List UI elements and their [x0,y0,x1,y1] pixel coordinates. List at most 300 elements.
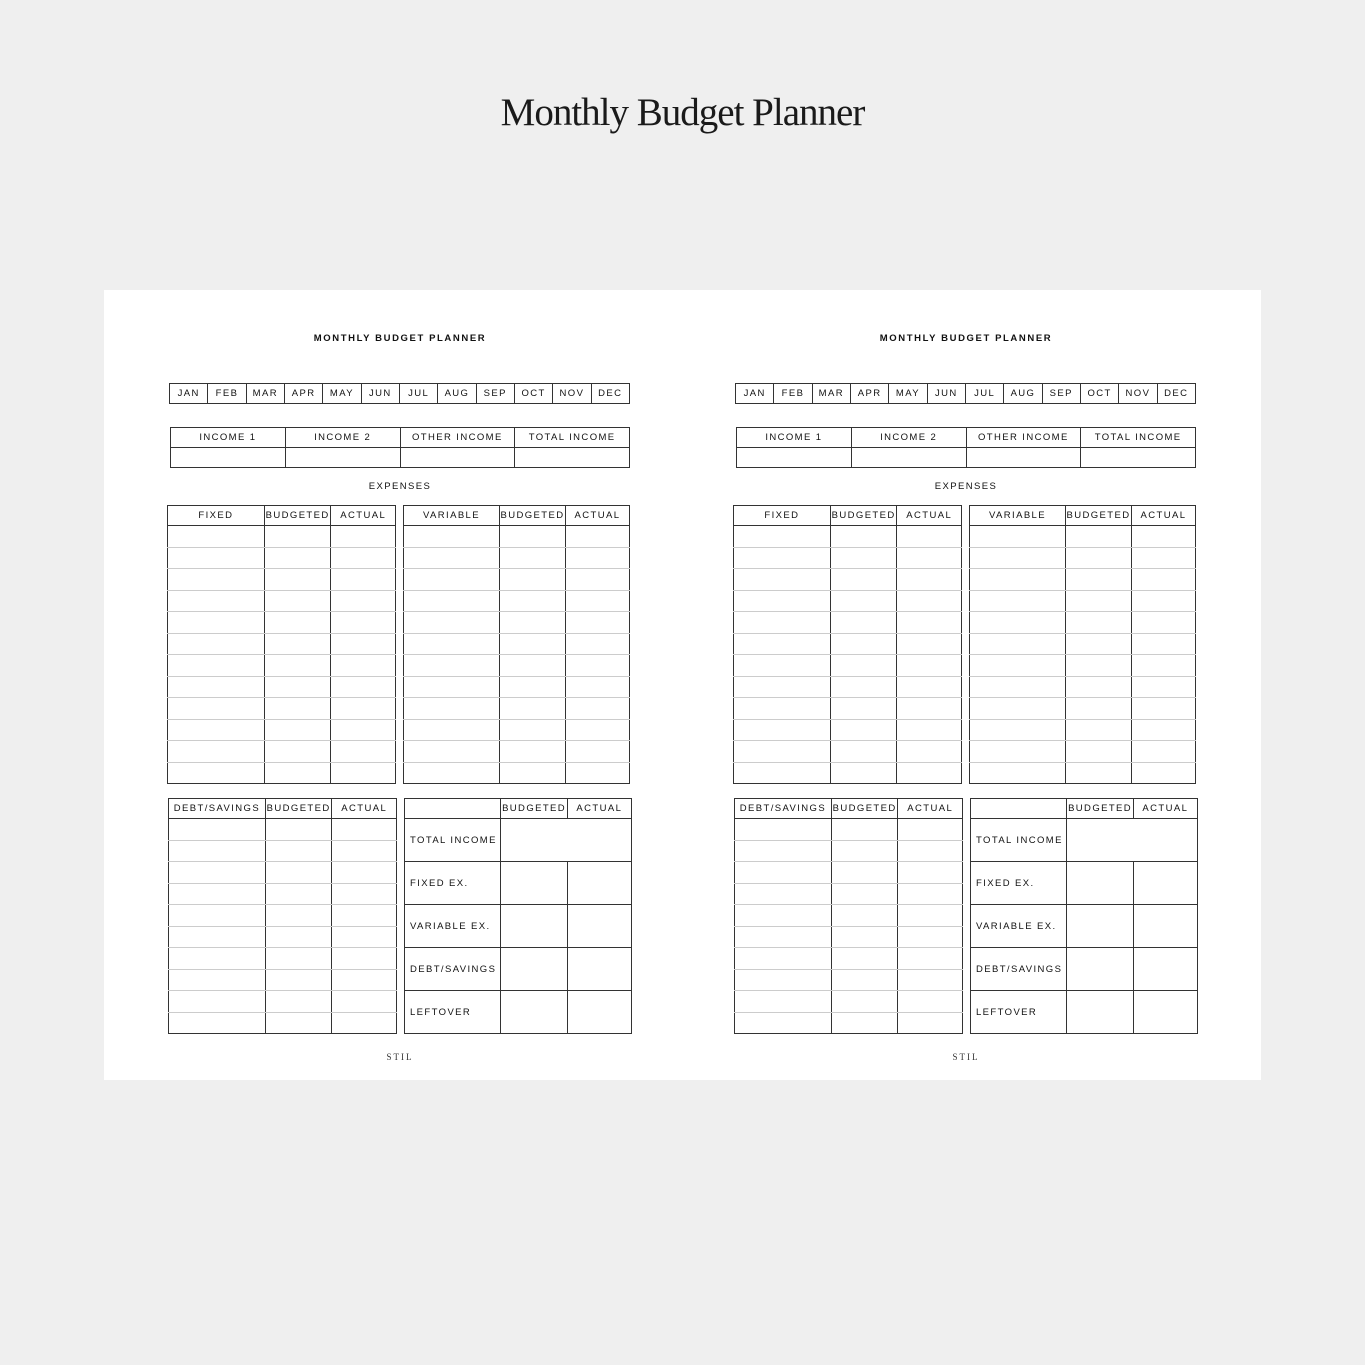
summary-row-label: FIXED EX. [971,862,1067,905]
income-value-cell[interactable] [966,448,1081,468]
fixed-expenses-table-cell[interactable] [264,676,331,698]
fixed-expenses-table-cell[interactable] [830,719,897,741]
summary-value-cell[interactable] [501,819,632,862]
variable-expenses-table-cell[interactable] [970,569,1066,591]
variable-expenses-table-cell[interactable] [404,526,500,548]
brand-logo: STIL [952,1052,980,1062]
summary-value-cell[interactable] [501,905,567,948]
fixed-expenses-table-cell[interactable] [734,719,831,741]
variable-expenses-table-cell[interactable] [1066,762,1132,784]
variable-expenses-table-cell[interactable] [970,719,1066,741]
fixed-expenses-table-cell[interactable] [264,612,331,634]
fixed-expenses-table-cell[interactable] [331,526,396,548]
income-header: INCOME 1 [171,428,286,448]
variable-expenses-table-cell[interactable] [1132,526,1196,548]
fixed-expenses-table-cell[interactable] [897,526,962,548]
fixed-expenses-table-cell[interactable] [264,741,331,763]
month-cell[interactable]: MAY [323,384,361,404]
summary-row-label: DEBT/SAVINGS [405,948,501,991]
month-cell[interactable]: APR [850,384,888,404]
income-header: INCOME 2 [285,428,400,448]
fixed-expenses-table-cell[interactable] [168,719,265,741]
variable-expenses-table-cell[interactable] [970,547,1066,569]
month-cell[interactable]: MAR [812,384,850,404]
variable-expenses-table-cell[interactable] [1066,698,1132,720]
debt-savings-table-cell[interactable] [898,991,963,1013]
fixed-expenses-table-cell[interactable] [168,698,265,720]
fixed-expenses-table-cell[interactable] [734,676,831,698]
fixed-expenses-table-cell[interactable] [264,526,331,548]
summary-table [970,798,1198,1034]
summary-value-cell[interactable] [567,905,631,948]
debt-savings-table-cell[interactable] [332,883,397,905]
summary-header [405,799,501,819]
fixed-expenses-table-cell[interactable] [168,526,265,548]
income-value-cell[interactable] [851,448,966,468]
fixed-expenses-table-cell[interactable] [897,698,962,720]
variable-expenses-table-cell[interactable] [500,526,566,548]
variable-expenses-table-cell[interactable] [1132,612,1196,634]
variable-expenses-table-cell[interactable] [970,676,1066,698]
debt-savings-table-cell[interactable] [265,991,332,1013]
debt-savings-table-cell[interactable] [898,905,963,927]
fixed-expenses-table-cell[interactable] [830,612,897,634]
variable-expenses-table-cell[interactable] [404,676,500,698]
debt-savings-table-cell[interactable] [169,862,266,884]
month-cell[interactable]: FEB [774,384,812,404]
debt-savings-table-cell[interactable] [332,840,397,862]
variable-expenses-table-cell[interactable] [1066,590,1132,612]
variable-expenses-table-cell[interactable] [566,762,630,784]
variable-expenses-table-cell[interactable] [566,741,630,763]
fixed-expenses-table-cell[interactable] [168,612,265,634]
fixed-expenses-table-cell[interactable] [331,676,396,698]
debt-savings-table-cell[interactable] [735,969,832,991]
debt-savings-table-header: ACTUAL [898,799,963,819]
variable-expenses-table-cell[interactable] [970,655,1066,677]
debt-savings-table [168,798,397,1034]
debt-savings-table-cell[interactable] [332,948,397,970]
income-header: OTHER INCOME [966,428,1081,448]
debt-savings-table-cell[interactable] [898,926,963,948]
variable-expenses-table-cell[interactable] [566,612,630,634]
variable-expenses-table-cell[interactable] [566,633,630,655]
variable-expenses-table-header: BUDGETED [500,506,566,526]
fixed-expenses-table-cell[interactable] [734,633,831,655]
summary-row-label: LEFTOVER [405,991,501,1034]
fixed-expenses-table-cell[interactable] [264,569,331,591]
fixed-expenses-table-cell[interactable] [264,698,331,720]
month-cell[interactable]: AUG [438,384,476,404]
debt-savings-table-header: ACTUAL [332,799,397,819]
income-table [736,427,1196,468]
debt-savings-table-cell[interactable] [898,840,963,862]
variable-expenses-table-header: VARIABLE [404,506,500,526]
variable-expenses-table-cell[interactable] [1132,719,1196,741]
variable-expenses-table-cell[interactable] [1066,676,1132,698]
variable-expenses-table-cell[interactable] [1066,612,1132,634]
summary-row-label: VARIABLE EX. [971,905,1067,948]
fixed-expenses-table-header: FIXED [168,506,265,526]
fixed-expenses-table-cell[interactable] [331,741,396,763]
month-cell[interactable]: DEC [591,384,629,404]
summary-value-cell[interactable] [1067,948,1133,991]
fixed-expenses-table-cell[interactable] [734,698,831,720]
debt-savings-table-cell[interactable] [265,948,332,970]
planner-title: MONTHLY BUDGET PLANNER [879,333,1053,344]
fixed-expenses-table-cell[interactable] [168,590,265,612]
variable-expenses-table-cell[interactable] [566,526,630,548]
debt-savings-table-cell[interactable] [831,819,898,841]
variable-expenses-table-cell[interactable] [566,547,630,569]
debt-savings-table-cell[interactable] [332,862,397,884]
month-cell[interactable]: OCT [1080,384,1118,404]
variable-expenses-table-cell[interactable] [970,762,1066,784]
debt-savings-table-cell[interactable] [898,883,963,905]
variable-expenses-table-cell[interactable] [970,633,1066,655]
variable-expenses-table-cell[interactable] [1132,741,1196,763]
summary-table [404,798,632,1034]
fixed-expenses-table-cell[interactable] [897,676,962,698]
expenses-label: EXPENSES [934,481,998,492]
month-cell[interactable]: DEC [1157,384,1195,404]
summary-value-cell[interactable] [1067,905,1133,948]
debt-savings-table-cell[interactable] [735,1012,832,1034]
variable-expenses-table-cell[interactable] [500,698,566,720]
debt-savings-table-cell[interactable] [898,1012,963,1034]
debt-savings-table-cell[interactable] [265,883,332,905]
debt-savings-table-cell[interactable] [831,969,898,991]
debt-savings-table-header: BUDGETED [831,799,898,819]
summary-value-cell[interactable] [1133,991,1197,1034]
fixed-expenses-table-cell[interactable] [830,547,897,569]
variable-expenses-table-cell[interactable] [566,655,630,677]
fixed-expenses-table-cell[interactable] [830,655,897,677]
variable-expenses-table-cell[interactable] [1066,655,1132,677]
debt-savings-table-cell[interactable] [332,819,397,841]
fixed-expenses-table-cell[interactable] [830,633,897,655]
fixed-expenses-table-cell[interactable] [331,547,396,569]
debt-savings-table-cell[interactable] [169,926,266,948]
debt-savings-table-cell[interactable] [169,819,266,841]
month-cell[interactable]: OCT [514,384,552,404]
summary-value-cell[interactable] [567,948,631,991]
fixed-expenses-table-cell[interactable] [264,762,331,784]
variable-expenses-table [403,505,630,784]
variable-expenses-table-cell[interactable] [404,762,500,784]
fixed-expenses-table-cell[interactable] [168,655,265,677]
variable-expenses-table-cell[interactable] [970,741,1066,763]
summary-value-cell[interactable] [567,862,631,905]
debt-savings-table-cell[interactable] [265,969,332,991]
fixed-expenses-table-cell[interactable] [830,676,897,698]
variable-expenses-table-cell[interactable] [500,719,566,741]
debt-savings-table-cell[interactable] [735,991,832,1013]
month-cell[interactable]: APR [284,384,322,404]
month-cell[interactable]: JAN [170,384,208,404]
fixed-expenses-table-cell[interactable] [264,633,331,655]
variable-expenses-table-cell[interactable] [500,590,566,612]
fixed-expenses-table-cell[interactable] [264,590,331,612]
fixed-expenses-table-header: BUDGETED [830,506,897,526]
debt-savings-table-cell[interactable] [332,991,397,1013]
fixed-expenses-table-cell[interactable] [734,590,831,612]
variable-expenses-table-cell[interactable] [1132,762,1196,784]
debt-savings-table-cell[interactable] [831,1012,898,1034]
fixed-expenses-table-cell[interactable] [734,655,831,677]
fixed-expenses-table-cell[interactable] [168,547,265,569]
fixed-expenses-table-header: ACTUAL [331,506,396,526]
debt-savings-table-cell[interactable] [332,1012,397,1034]
fixed-expenses-table-cell[interactable] [734,526,831,548]
summary-value-cell[interactable] [1133,905,1197,948]
fixed-expenses-table-cell[interactable] [830,569,897,591]
debt-savings-table-cell[interactable] [332,926,397,948]
summary-value-cell[interactable] [501,862,567,905]
fixed-expenses-table [167,505,396,784]
fixed-expenses-table-cell[interactable] [897,590,962,612]
variable-expenses-table-cell[interactable] [1066,741,1132,763]
debt-savings-table-cell[interactable] [735,862,832,884]
fixed-expenses-table-cell[interactable] [331,719,396,741]
fixed-expenses-table-cell[interactable] [331,612,396,634]
variable-expenses-table-cell[interactable] [970,526,1066,548]
variable-expenses-table-cell[interactable] [500,655,566,677]
variable-expenses-table-cell[interactable] [404,741,500,763]
summary-value-cell[interactable] [567,991,631,1034]
fixed-expenses-table-cell[interactable] [168,676,265,698]
debt-savings-table-cell[interactable] [265,926,332,948]
fixed-expenses-table-cell[interactable] [331,590,396,612]
debt-savings-table-cell[interactable] [169,883,266,905]
debt-savings-table-cell[interactable] [735,819,832,841]
debt-savings-table-cell[interactable] [169,991,266,1013]
summary-value-cell[interactable] [1133,948,1197,991]
fixed-expenses-table-cell[interactable] [264,719,331,741]
brand-logo: STIL [386,1052,414,1062]
debt-savings-table-cell[interactable] [831,991,898,1013]
fixed-expenses-table-cell[interactable] [830,698,897,720]
fixed-expenses-table-cell[interactable] [830,762,897,784]
month-cell[interactable]: NOV [1119,384,1157,404]
variable-expenses-table-cell[interactable] [404,633,500,655]
variable-expenses-table-cell[interactable] [404,547,500,569]
month-cell[interactable]: FEB [208,384,246,404]
income-header: OTHER INCOME [400,428,515,448]
expenses-label: EXPENSES [368,481,432,492]
fixed-expenses-table-cell[interactable] [168,762,265,784]
variable-expenses-table-cell[interactable] [404,719,500,741]
variable-expenses-table-cell[interactable] [404,590,500,612]
variable-expenses-table-cell[interactable] [566,719,630,741]
fixed-expenses-table-cell[interactable] [897,655,962,677]
month-cell[interactable]: JUL [399,384,437,404]
summary-value-cell[interactable] [501,991,567,1034]
fixed-expenses-table-cell[interactable] [264,547,331,569]
fixed-expenses-table-cell[interactable] [331,569,396,591]
variable-expenses-table-cell[interactable] [404,612,500,634]
fixed-expenses-table-cell[interactable] [331,762,396,784]
summary-value-cell[interactable] [501,948,567,991]
month-cell[interactable]: JUL [965,384,1003,404]
planner-title: MONTHLY BUDGET PLANNER [313,333,487,344]
month-cell[interactable]: AUG [1004,384,1042,404]
fixed-expenses-table-cell[interactable] [734,741,831,763]
month-cell[interactable]: SEP [1042,384,1080,404]
variable-expenses-table-cell[interactable] [404,569,500,591]
income-table [170,427,630,468]
variable-expenses-table-cell[interactable] [1132,655,1196,677]
debt-savings-table-header: DEBT/SAVINGS [735,799,832,819]
variable-expenses-table-cell[interactable] [1132,633,1196,655]
variable-expenses-table-cell[interactable] [500,762,566,784]
debt-savings-table-cell[interactable] [831,948,898,970]
variable-expenses-table-cell[interactable] [500,633,566,655]
variable-expenses-table-header: BUDGETED [1066,506,1132,526]
summary-value-cell[interactable] [1067,819,1198,862]
summary-row-label: FIXED EX. [405,862,501,905]
debt-savings-table-cell[interactable] [332,905,397,927]
fixed-expenses-table-header: BUDGETED [264,506,331,526]
debt-savings-table-cell[interactable] [169,948,266,970]
fixed-expenses-table-cell[interactable] [897,762,962,784]
fixed-expenses-table-cell[interactable] [897,633,962,655]
variable-expenses-table-cell[interactable] [566,676,630,698]
variable-expenses-table-cell[interactable] [1066,526,1132,548]
variable-expenses-table-cell[interactable] [1066,569,1132,591]
fixed-expenses-table-cell[interactable] [734,762,831,784]
debt-savings-table-cell[interactable] [735,840,832,862]
income-value-cell[interactable] [400,448,515,468]
fixed-expenses-table-cell[interactable] [897,719,962,741]
fixed-expenses-table-cell[interactable] [331,633,396,655]
fixed-expenses-table-cell[interactable] [331,698,396,720]
income-value-cell[interactable] [1081,448,1196,468]
debt-savings-table-cell[interactable] [735,905,832,927]
month-cell[interactable]: NOV [553,384,591,404]
debt-savings-table-cell[interactable] [332,969,397,991]
fixed-expenses-table-cell[interactable] [734,569,831,591]
debt-savings-table-cell[interactable] [169,969,266,991]
fixed-expenses-table-cell[interactable] [734,547,831,569]
summary-row-label: VARIABLE EX. [405,905,501,948]
income-value-cell[interactable] [515,448,630,468]
variable-expenses-table-cell[interactable] [566,569,630,591]
variable-expenses-table-cell[interactable] [404,698,500,720]
debt-savings-table-cell[interactable] [831,862,898,884]
summary-value-cell[interactable] [1067,862,1133,905]
income-value-cell[interactable] [171,448,286,468]
variable-expenses-table-cell[interactable] [500,569,566,591]
variable-expenses-table-cell[interactable] [1132,547,1196,569]
summary-value-cell[interactable] [1067,991,1133,1034]
debt-savings-table-cell[interactable] [169,840,266,862]
variable-expenses-table-cell[interactable] [1132,698,1196,720]
fixed-expenses-table-cell[interactable] [264,655,331,677]
fixed-expenses-table-cell[interactable] [168,569,265,591]
fixed-expenses-table-cell[interactable] [897,547,962,569]
variable-expenses-table-header: ACTUAL [566,506,630,526]
fixed-expenses-table-cell[interactable] [830,526,897,548]
variable-expenses-table-cell[interactable] [1132,590,1196,612]
variable-expenses-table-cell[interactable] [970,698,1066,720]
debt-savings-table-cell[interactable] [735,926,832,948]
variable-expenses-table-cell[interactable] [1066,719,1132,741]
debt-savings-table-header: BUDGETED [265,799,332,819]
variable-expenses-table-cell[interactable] [1066,547,1132,569]
fixed-expenses-table-cell[interactable] [830,741,897,763]
debt-savings-table-cell[interactable] [898,969,963,991]
page-title: Monthly Budget Planner [500,91,865,134]
fixed-expenses-table-cell[interactable] [897,569,962,591]
summary-header: BUDGETED [1067,799,1133,819]
debt-savings-table-cell[interactable] [265,819,332,841]
variable-expenses-table-cell[interactable] [970,590,1066,612]
fixed-expenses-table-cell[interactable] [331,655,396,677]
debt-savings-table-cell[interactable] [265,1012,332,1034]
month-cell[interactable]: SEP [476,384,514,404]
income-value-cell[interactable] [285,448,400,468]
month-selector [169,383,630,404]
summary-row-label: DEBT/SAVINGS [971,948,1067,991]
debt-savings-table-cell[interactable] [735,883,832,905]
month-cell[interactable]: MAR [246,384,284,404]
fixed-expenses-table-cell[interactable] [168,633,265,655]
debt-savings-table-cell[interactable] [831,883,898,905]
debt-savings-table-cell[interactable] [831,840,898,862]
debt-savings-table-cell[interactable] [265,840,332,862]
variable-expenses-table-cell[interactable] [1132,569,1196,591]
variable-expenses-table-cell[interactable] [500,612,566,634]
fixed-expenses-table-cell[interactable] [168,741,265,763]
fixed-expenses-table-cell[interactable] [734,612,831,634]
variable-expenses-table-cell[interactable] [1132,676,1196,698]
debt-savings-table-cell[interactable] [831,905,898,927]
debt-savings-table-cell[interactable] [831,926,898,948]
fixed-expenses-table-cell[interactable] [897,612,962,634]
variable-expenses-table-cell[interactable] [500,547,566,569]
debt-savings-table-cell[interactable] [265,862,332,884]
variable-expenses-table-cell[interactable] [1066,633,1132,655]
summary-header: BUDGETED [501,799,567,819]
month-cell[interactable]: MAY [889,384,927,404]
planner-spread [104,290,1261,1080]
income-value-cell[interactable] [737,448,852,468]
summary-row-label: TOTAL INCOME [405,819,501,862]
debt-savings-table-cell[interactable] [169,1012,266,1034]
fixed-expenses-table-cell[interactable] [897,741,962,763]
variable-expenses-table-cell[interactable] [970,612,1066,634]
month-cell[interactable]: JUN [927,384,965,404]
planner-page-left [104,290,682,1080]
debt-savings-table-cell[interactable] [735,948,832,970]
debt-savings-table-cell[interactable] [169,905,266,927]
debt-savings-table-cell[interactable] [265,905,332,927]
debt-savings-table-cell[interactable] [898,948,963,970]
summary-value-cell[interactable] [1133,862,1197,905]
month-cell[interactable]: JUN [361,384,399,404]
variable-expenses-table-cell[interactable] [404,655,500,677]
debt-savings-table-cell[interactable] [898,819,963,841]
fixed-expenses-table-cell[interactable] [830,590,897,612]
variable-expenses-table-cell[interactable] [566,590,630,612]
fixed-expenses-table [733,505,962,784]
variable-expenses-table-cell[interactable] [500,741,566,763]
variable-expenses-table-cell[interactable] [566,698,630,720]
debt-savings-table-cell[interactable] [898,862,963,884]
month-cell[interactable]: JAN [736,384,774,404]
variable-expenses-table-cell[interactable] [500,676,566,698]
